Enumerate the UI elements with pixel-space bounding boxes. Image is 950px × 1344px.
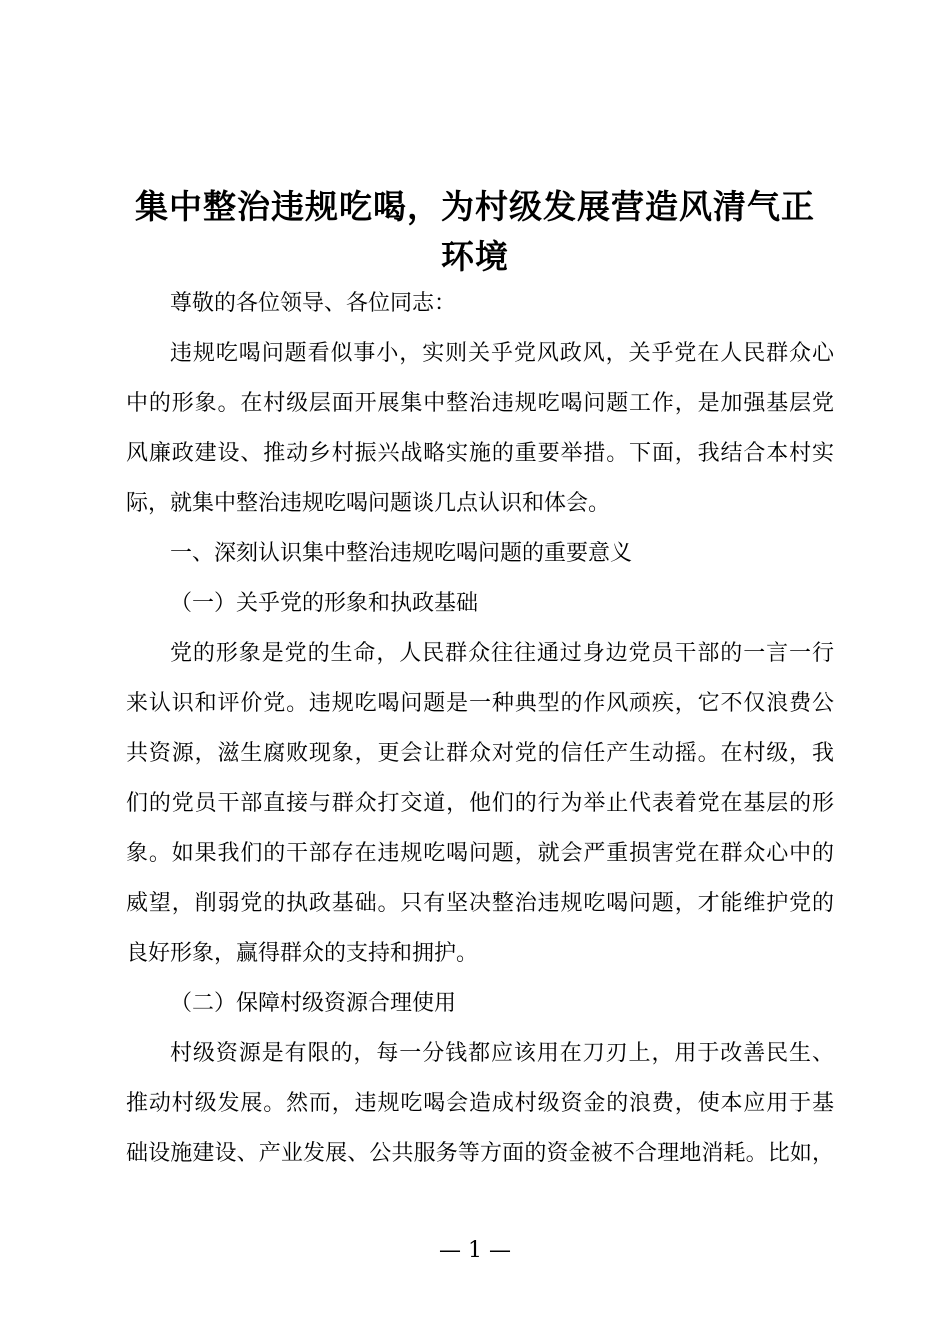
title-line-2: 环境 (441, 237, 509, 276)
para1-line: 中的形象。在村级层面开展集中整治违规吃喝问题工作，是加强基层党 (126, 391, 834, 416)
page-number: — 1 — (439, 1238, 511, 1263)
para1-line: 际，就集中整治违规吃喝问题谈几点认识和体会。 (126, 491, 611, 516)
para1-line: 风廉政建设、推动乡村振兴战略实施的重要举措。下面，我结合本村实 (126, 441, 834, 466)
para2-line: 良好形象，赢得群众的支持和拥护。 (126, 941, 479, 966)
para2-line: 象。如果我们的干部存在违规吃喝问题，就会严重损害党在群众心中的 (126, 841, 834, 866)
para2-line: 来认识和评价党。违规吃喝问题是一种典型的作风顽疾，它不仅浪费公 (126, 691, 834, 716)
para3-line: 推动村级发展。然而，违规吃喝会造成村级资金的浪费，使本应用于基 (126, 1091, 834, 1116)
para2-line: 共资源，滋生腐败现象，更会让群众对党的信任产生动摇。在村级，我 (126, 741, 834, 766)
para2-line: 威望，削弱党的执政基础。只有坚决整治违规吃喝问题，才能维护党的 (126, 891, 834, 916)
document-title (110, 182, 840, 282)
title-line-1: 集中整治违规吃喝，为村级发展营造风清气正 (135, 187, 815, 226)
section-heading-1: 一、深刻认识集中整治违规吃喝问题的重要意义 (170, 541, 633, 566)
subsection-heading-1: （一）关乎党的形象和执政基础 (170, 591, 479, 616)
para1-line: 违规吃喝问题看似事小，实则关乎党风政风，关乎党在人民群众心 (170, 341, 834, 366)
para2-line: 党的形象是党的生命，人民群众往往通过身边党员干部的一言一行 (170, 641, 834, 666)
para3-line: 础设施建设、产业发展、公共服务等方面的资金被不合理地消耗。比如， (126, 1141, 834, 1166)
para3-line: 村级资源是有限的，每一分钱都应该用在刀刃上，用于改善民生、 (170, 1041, 834, 1066)
greeting: 尊敬的各位领导、各位同志： (170, 291, 457, 316)
document-body (126, 279, 834, 1179)
subsection-heading-2: （二）保障村级资源合理使用 (170, 991, 457, 1016)
para2-line: 们的党员干部直接与群众打交道，他们的行为举止代表着党在基层的形 (126, 791, 834, 816)
